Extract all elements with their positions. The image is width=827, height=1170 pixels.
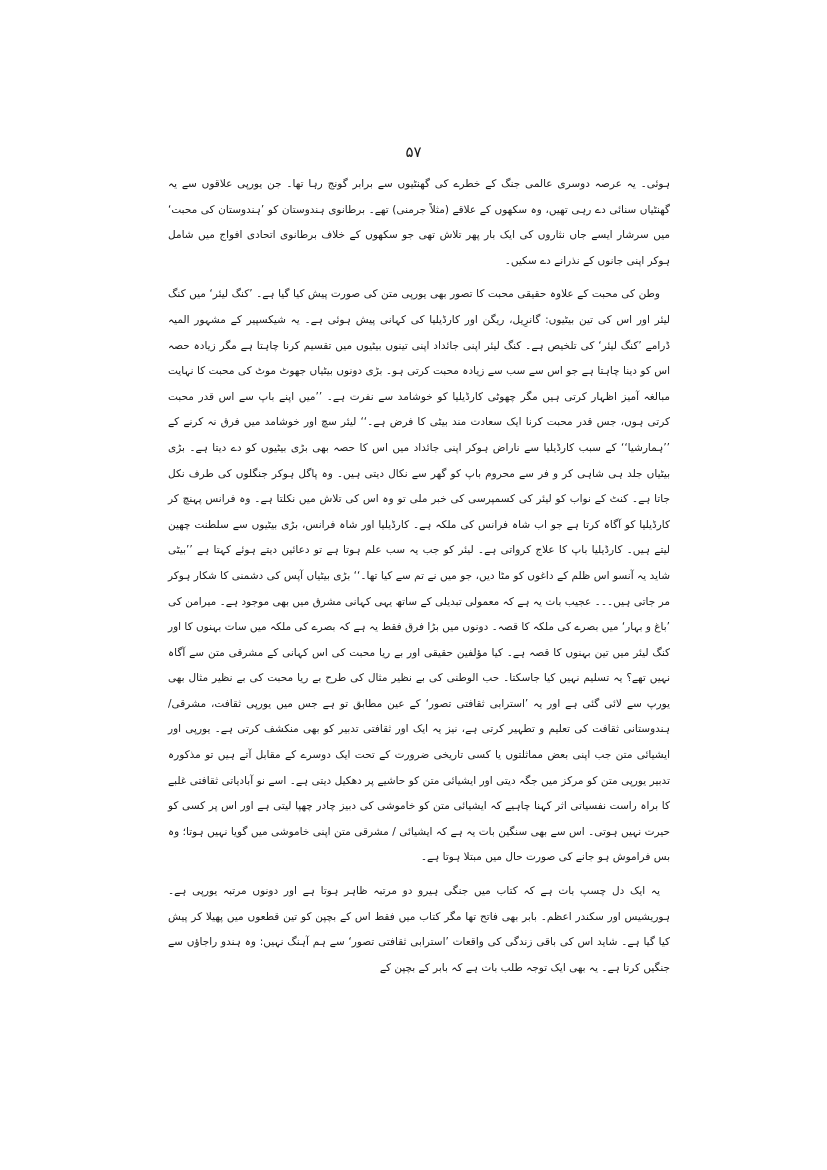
paragraph-2: وطن کی محبت کے علاوہ حقیقی محبت کا تصور بھی یورپی متن کی صورت پیش کیا گیا ہے۔ ’کنگ لیئر‘ میں کنگ لیئر اور اس کی تین بیٹیوں: گانرِیل، ریگن اور کارڈیلیا کی کہانی پیش ہوئی ہے۔ یہ شیکسپیر کے مشہور المیہ ڈرامے ’کنگ لیئر‘ کی تلخیص ہے۔ کنگ لیئر اپنی جائداد اپنی تینوں بیٹیوں میں تقسیم کرنا چاہتا ہے مگر زیادہ حصہ اس کو دینا چاہتا ہے جو اس سے سب سے زیادہ محبت کرتی ہو۔ بڑی دونوں بیٹیاں جھوٹ موٹ کی محبت کا نہایت مبالغہ آمیز اظہار کرتی ہیں مگر چھوٹی کارڈیلیا کو خوشامد سے نفرت ہے۔ ’’میں اپنے باپ سے اس قدر محبت کرتی ہوں، جس قدر محبت کرنا ایک سعادت مند بیٹی کا فرض ہے۔‘‘ لیئر سچ اور خوشامد میں فرق نہ کرنے کے ’’ہمارشیا‘‘ کے سبب کارڈیلیا سے ناراض ہوکر اپنی جائداد میں اس کا حصہ بھی بڑی بیٹیوں کو دے دیتا ہے۔ بڑی بیٹیاں جلد ہی شاہی کر و فر سے محروم باپ کو گھر سے نکال دیتی ہیں۔ وہ پاگل ہوکر جنگلوں کی طرف نکل جاتا ہے۔ کنٹ کے نواب کو لیئر کی کسمپرسی کی خبر ملی تو وہ اس کی تلاش میں نکلتا ہے۔ وہ فرانس پہنچ کر کارڈیلیا کو آگاہ کرتا ہے جو اب شاہ فرانس کی ملکہ ہے۔ کارڈیلیا اور شاہ فرانس، بڑی بیٹیوں سے سلطنت چھین لیتے ہیں۔ کارڈیلیا باپ کا علاج کرواتی ہے۔ لیئر کو جب یہ سب علم ہوتا ہے تو دعائیں دیتے ہوئے کہتا ہے ’’بیٹی شاید یہ آنسو اس ظلم کے داغوں کو مٹا دیں، جو میں نے تم سے کیا تھا۔‘‘ بڑی بیٹیاں آپس کی دشمنی کا شکار ہوکر مر جاتی ہیں۔۔۔ عجیب بات یہ ہے کہ معمولی تبدیلی کے ساتھ یہی کہانی مشرق میں بھی موجود ہے۔ میرامن کی ’باغ و بہار‘ میں بصرے کی ملکہ کا قصہ۔ دونوں میں بڑا فرق فقط یہ ہے کہ بصرے کی ملکہ میں سات بہنوں کا اور کنگ لیئر میں تین بہنوں کا قصہ ہے۔ کیا مؤلفین حقیقی اور بے ریا محبت کی اس کہانی کے مشرقی متن سے آگاہ نہیں تھے؟ یہ تسلیم نہیں کیا جاسکتا۔ حب الوطنی کی بے نظیر مثال کی طرح بے ریا محبت کی بے نظیر مثال بھی یورپ سے لائی گئی ہے اور یہ ’استرابی ثقافتی تصور‘ کے عین مطابق تو ہے جس میں یورپی ثقافت، مشرقی/ہندوستانی ثقافت کی تعلیم و تطہیر کرتی ہے، نیز یہ ایک اور ثقافتی تدبیر کو بھی منکشف کرتی ہے۔ یورپی اور ایشیائی متن جب اپنی بعض مماثلتوں یا کسی تاریخی ضرورت کے تحت ایک دوسرے کے مقابل آتے ہیں تو مذکورہ تدبیر یورپی متن کو مرکز میں جگہ دیتی اور ایشیائی متن کو حاشیے پر دھکیل دیتی ہے۔ اسے نو آبادیاتی ثقافتی غلبے کا براہ راست نفسیاتی اثر کہنا چاہیے کہ ایشیائی متن کو خاموشی کی دبیز چادر چھپا لیتی ہے اور اس پر کسی کو حیرت نہیں ہوتی۔ اس سے بھی سنگین بات یہ ہے کہ ایشیائی / مشرقی متن اپنی خاموشی میں گویا نہیں ہوتا؛ وہ بس فراموش ہو جانے کی صورت حال میں مبتلا ہوتا ہے۔: [168, 288, 670, 864]
page-number: ۵۷: [405, 143, 422, 161]
paragraph-1: ہوئی۔ یہ عرصہ دوسری عالمی جنگ کے خطرے کی گھنٹیوں سے برابر گونج رہا تھا۔ جن یورپی علاقوں سے یہ گھنٹیاں سنائی دے رہی تھیں، وہ سکھوں کے علاقے (مثلاً جرمنی) تھے۔ برطانوی ہندوستان کو ’ہندوستان کی محبت‘ میں سرشار ایسے جاں نثاروں کی ایک بار پھر تلاش تھی جو سکھوں کے خلاف برطانوی اتحادی افواج میں شامل ہوکر اپنی جانوں کے نذرانے دے سکیں۔: [168, 178, 670, 267]
paragraph-3: یہ ایک دل چسپ بات ہے کہ کتاب میں جنگی ہیرو دو مرتبہ ظاہر ہوتا ہے اور دونوں مرتبہ یورپی ہے۔ ہوریشیس اور سکندر اعظم۔ بابر بھی فاتح تھا مگر کتاب میں فقط اس کے بچپن کو تین قطعوں میں پھیلا کر پیش کیا گیا ہے۔ شاید اس کی باقی زندگی کی واقعات ’استرابی ثقافتی تصور‘ سے ہم آہنگ نہیں: وہ ہندو راجاؤں سے جنگیں کرتا ہے۔ یہ بھی ایک توجہ طلب بات ہے کہ بابر کے بچپن کے: [168, 885, 670, 974]
body-text: [168, 172, 670, 989]
